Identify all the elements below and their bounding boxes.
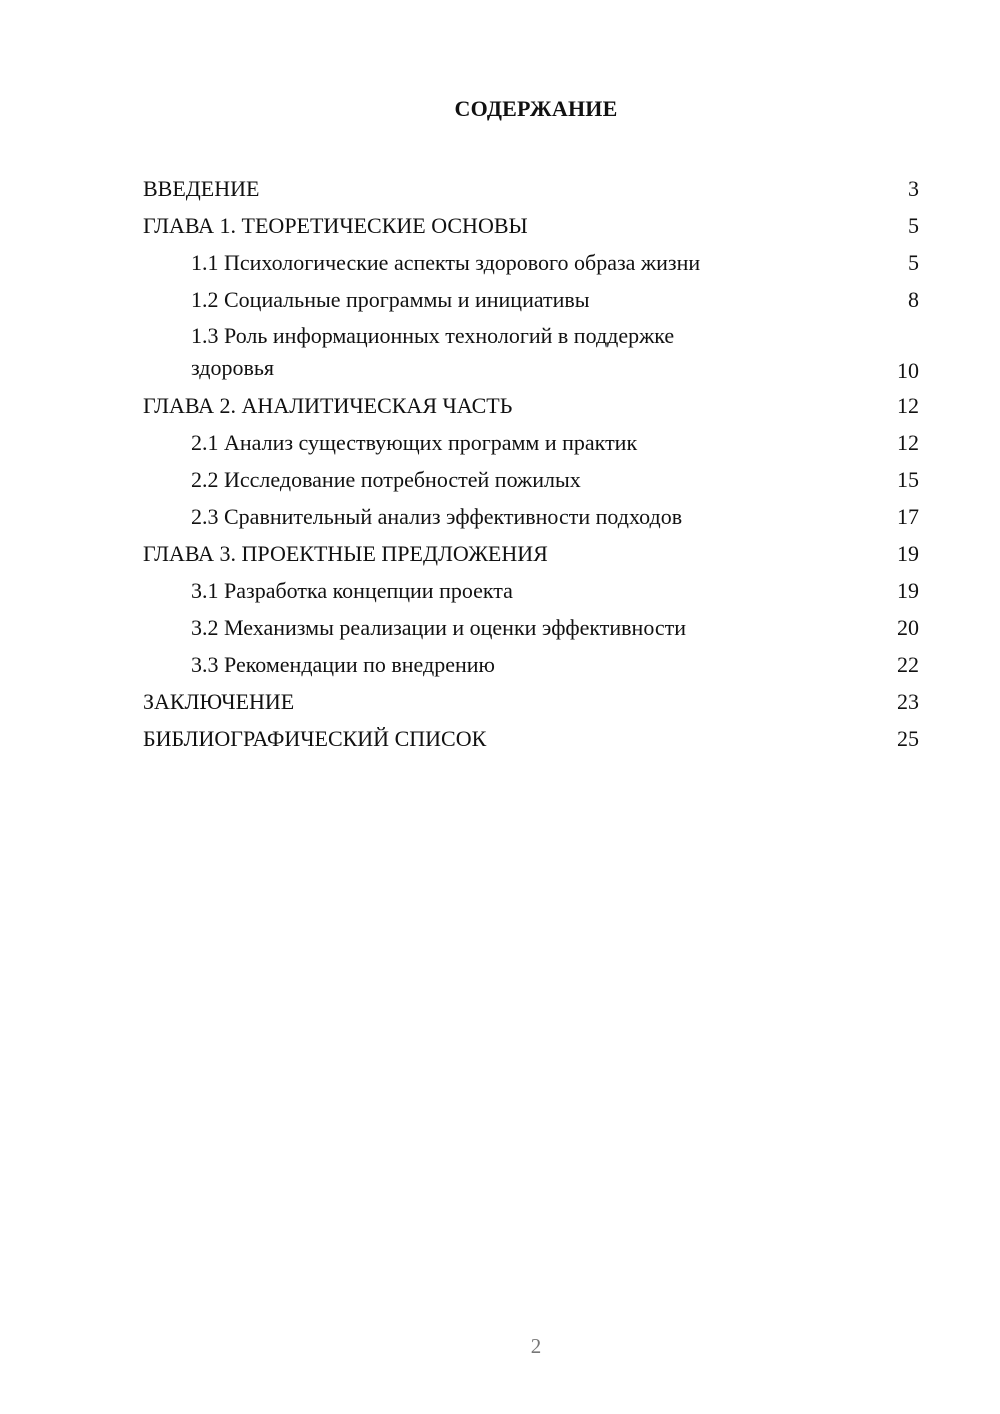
toc-entry-page: 12 <box>897 393 919 418</box>
page-number: 2 <box>530 1334 542 1358</box>
toc-entry-1-2[interactable] <box>143 281 919 318</box>
toc-entry-page: 8 <box>908 287 919 312</box>
toc-entry-label: 2.1 Анализ существующих программ и практик <box>191 430 638 455</box>
toc-entry-label: 1.1 Психологические аспекты здорового образа жизни <box>191 250 701 275</box>
toc-entry-page: 5 <box>908 250 919 275</box>
toc-entry-page: 10 <box>897 358 919 383</box>
toc-entry-chapter-2[interactable] <box>143 387 919 424</box>
toc-entry-label: БИБЛИОГРАФИЧЕСКИЙ СПИСОК <box>143 726 487 751</box>
toc-entry-3-3[interactable] <box>143 646 919 683</box>
toc-entry-label: ГЛАВА 3. ПРОЕКТНЫЕ ПРЕДЛОЖЕНИЯ <box>143 541 548 566</box>
toc-entry-page: 23 <box>897 689 919 714</box>
toc-entry-page: 5 <box>908 213 919 238</box>
toc-entry-bibliography[interactable] <box>143 720 919 757</box>
toc-entry-label: 3.1 Разработка концепции проекта <box>191 578 513 603</box>
toc-entry-page: 25 <box>897 726 919 751</box>
toc-entry-label: 1.3 Роль информационных технологий в поддержке здоровья <box>191 323 675 380</box>
toc-entry-page: 17 <box>897 504 919 529</box>
toc-entry-1-3[interactable] <box>143 318 919 387</box>
toc-entry-label: ГЛАВА 2. АНАЛИТИЧЕСКАЯ ЧАСТЬ <box>143 393 513 418</box>
toc-entry-introduction[interactable] <box>143 170 919 207</box>
toc-entry-page: 15 <box>897 467 919 492</box>
toc-entry-page: 19 <box>897 578 919 603</box>
toc-entry-page: 22 <box>897 652 919 677</box>
toc-entry-label: 2.2 Исследование потребностей пожилых <box>191 467 581 492</box>
toc-entry-3-2[interactable] <box>143 609 919 646</box>
toc-entry-label: ЗАКЛЮЧЕНИЕ <box>143 689 295 714</box>
toc-entry-chapter-1[interactable] <box>143 207 919 244</box>
toc-entry-label: 3.3 Рекомендации по внедрению <box>191 652 495 677</box>
toc-entry-label: ГЛАВА 1. ТЕОРЕТИЧЕСКИЕ ОСНОВЫ <box>143 213 528 238</box>
toc-entry-2-1[interactable] <box>143 424 919 461</box>
toc-title: СОДЕРЖАНИЕ <box>454 96 618 121</box>
table-of-contents <box>143 170 919 757</box>
toc-entry-label: 3.2 Механизмы реализации и оценки эффективности <box>191 615 687 640</box>
toc-entry-page: 3 <box>908 176 919 201</box>
toc-entry-page: 20 <box>897 615 919 640</box>
toc-entry-label: 2.3 Сравнительный анализ эффективности подходов <box>191 504 683 529</box>
toc-entry-page: 12 <box>897 430 919 455</box>
toc-entry-label: 1.2 Социальные программы и инициативы <box>191 287 590 312</box>
toc-entry-2-3[interactable] <box>143 498 919 535</box>
toc-entry-label: ВВЕДЕНИЕ <box>143 176 260 201</box>
toc-entry-1-1[interactable] <box>143 244 919 281</box>
toc-entry-conclusion[interactable] <box>143 683 919 720</box>
toc-entry-chapter-3[interactable] <box>143 535 919 572</box>
toc-entry-2-2[interactable] <box>143 461 919 498</box>
toc-entry-3-1[interactable] <box>143 572 919 609</box>
toc-entry-page: 19 <box>897 541 919 566</box>
